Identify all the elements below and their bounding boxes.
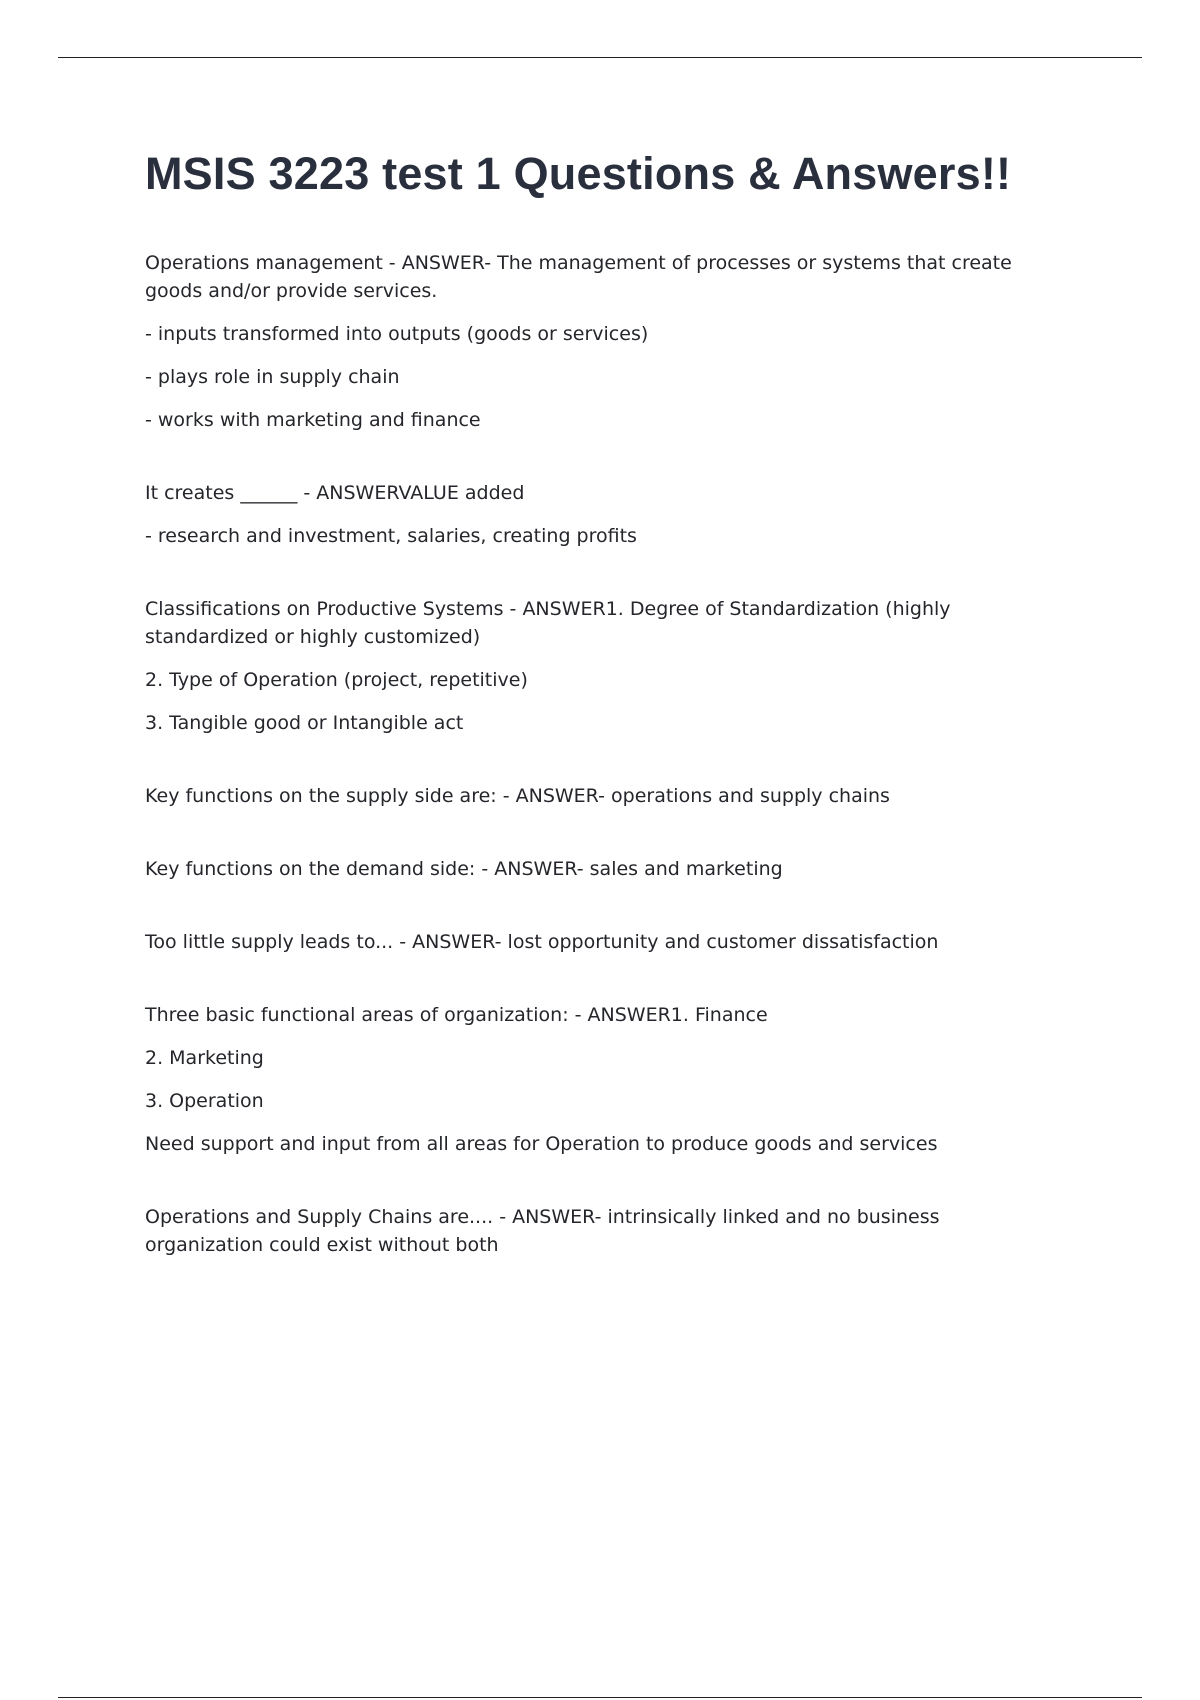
qa-text: Operations and Supply Chains are.... - ANSWER- intrinsically linked and no business organization could exist without both [145,1206,940,1256]
top-divider [58,57,1142,58]
qa-text: It creates ______ - ANSWERVALUE added [145,482,525,504]
qa-text: 2. Type of Operation (project, repetitive) [145,669,528,691]
qa-text: - plays role in supply chain [145,366,400,388]
qa-text: 3. Operation [145,1090,264,1112]
qa-text: Three basic functional areas of organization: - ANSWER1. Finance [145,1004,768,1026]
qa-list [145,249,1050,1259]
document-title: MSIS 3223 test 1 Questions & Answers!! [145,148,1012,199]
document-body [145,145,1050,1304]
qa-text: Key functions on the demand side: - ANSWER- sales and marketing [145,858,783,880]
qa-text: - works with marketing and finance [145,409,481,431]
qa-item-too-little-supply [145,928,1050,956]
qa-text: Key functions on the supply side are: - ANSWER- operations and supply chains [145,785,890,807]
qa-item-supply-side [145,782,1050,810]
qa-text: - inputs transformed into outputs (goods or services) [145,323,649,345]
qa-item-operations-supply-chains [145,1203,1050,1259]
qa-text: Too little supply leads to... - ANSWER- lost opportunity and customer dissatisfaction [145,931,939,953]
qa-text: - research and investment, salaries, creating profits [145,525,637,547]
qa-text: Classifications on Productive Systems - ANSWER1. Degree of Standardization (highly standardized or highly customized) [145,598,951,648]
qa-item-functional-areas [145,1001,1050,1158]
qa-item-operations-management [145,249,1050,434]
qa-text: Operations management - ANSWER- The management of processes or systems that create goods and/or provide services. [145,252,1012,302]
qa-text: 2. Marketing [145,1047,264,1069]
qa-item-value-added [145,479,1050,550]
qa-text: Need support and input from all areas for Operation to produce goods and services [145,1133,938,1155]
bottom-divider [58,1697,1142,1698]
qa-item-demand-side [145,855,1050,883]
qa-text: 3. Tangible good or Intangible act [145,712,464,734]
qa-item-classifications [145,595,1050,737]
